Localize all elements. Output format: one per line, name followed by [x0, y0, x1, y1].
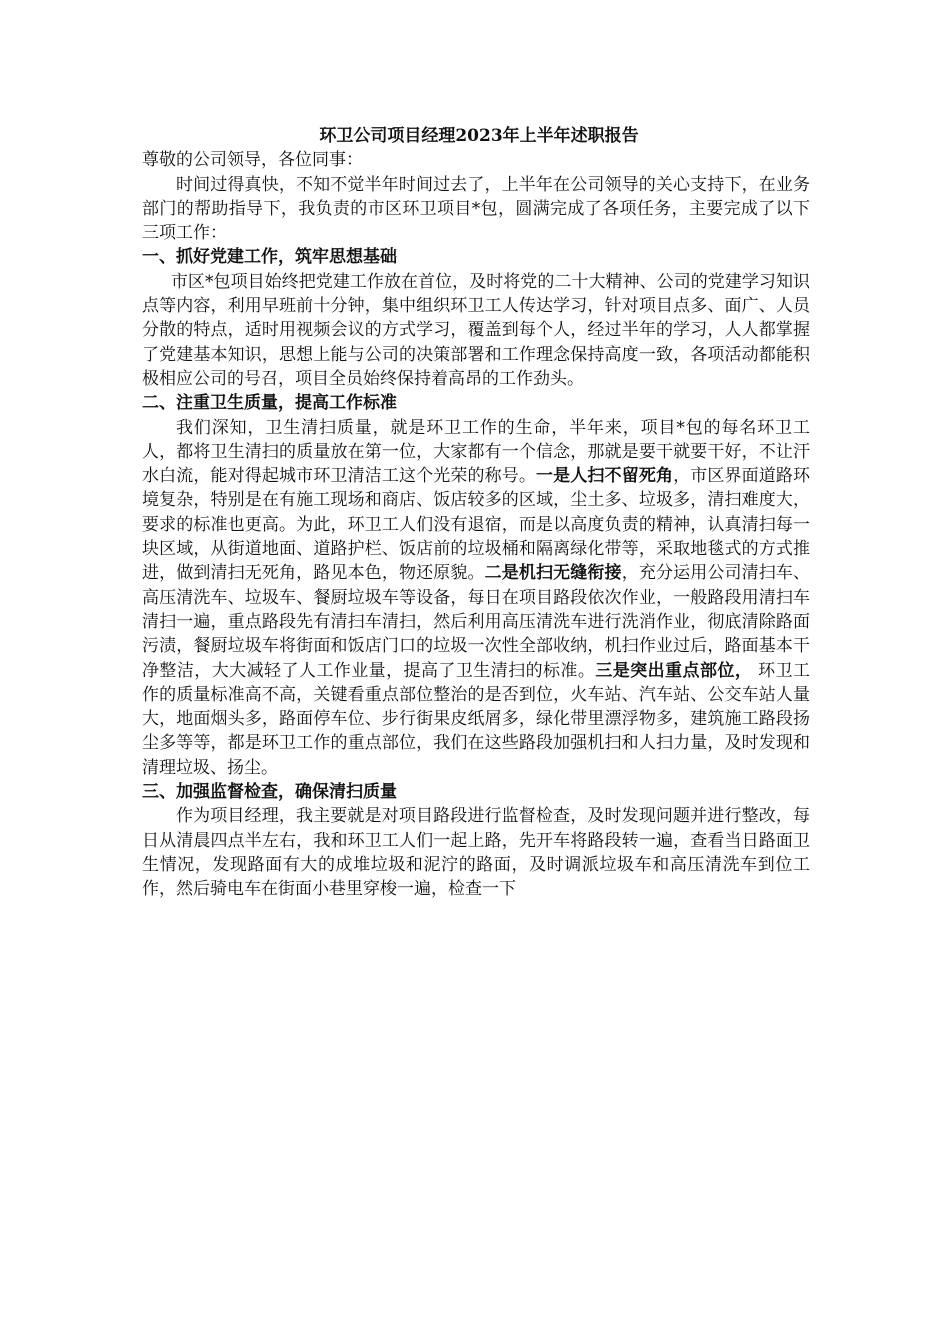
- point-1-title: 一是人扫不留死角: [536, 466, 674, 487]
- section-3-heading: 三、加强监督检查，确保清扫质量: [142, 782, 397, 803]
- document-title: 环卫公司项目经理2023年上半年述职报告: [319, 126, 639, 146]
- salutation: 尊敬的公司领导，各位同事：: [142, 150, 363, 171]
- section-1-body: 市区*包项目始终把党建工作放在首位，及时将党的二十大精神、公司的党建学习知识点等内容，利用早班前十分钟，集中组织环卫工人传达学习，针对项目点多、面广、人员分散的特点，适时用视频会议的方式学习，覆盖到每个人，经过半年的学习，人人都掌握了党建基本知识，思想上能与公司的决策部署和工作理念保持高度一致，各项活动都能积极相应公司的号召，项目全员始终保持着高昂的工作劲头。: [142, 271, 810, 389]
- point-3-title: 三是突出重点部位，: [595, 660, 753, 681]
- point-2-title: 二是机扫无缝衔接: [484, 563, 622, 584]
- section-1-heading: 一、抓好党建工作，筑牢思想基础: [142, 247, 397, 268]
- point-1-text: ，市区界面道路环境复杂，特别是在有施工现场和商店、饭店较多的区域，尘土多、垃圾多，清扫难度大，要求的标准也更高。为此，环卫工人们没有退宿，而是以高度负责的精神，认真清扫每一块区域，从街道地面、道路护栏、饭店前的垃圾桶和隔离绿化带等，采取地毯式的方式推进，做到清扫无死角，路见本色，物还原貌。: [142, 466, 811, 584]
- intro-paragraph: 时间过得真快，不知不觉半年时间过去了，上半年在公司领导的关心支持下，在业务部门的帮助指导下，我负责的市区环卫项目*包，圆满完成了各项任务，主要完成了以下三项工作：: [142, 174, 810, 244]
- point-2-text: ，充分运用公司清扫车、高压清洗车、垃圾车、餐厨垃圾车等设备，每日在项目路段依次作业，一般路段用清扫车清扫一遍，重点路段先有清扫车清扫，然后利用高压清洗车进行洗消作业，彻底清除路面污渍，餐厨垃圾车将街面和饭店门口的垃圾一次性全部收纳，机扫作业过后，路面基本干净整洁，大大减轻了人工作业量，提高了卫生清扫的标准。: [142, 563, 811, 681]
- point-3-text: 环卫工作的质量标准高不高，关键看重点部位整治的是否到位，火车站、汽车站、公交车站人量大，地面烟头多，路面停车位、步行街果皮纸屑多，绿化带里漂浮物多，建筑施工路段扬尘多等等，都是环卫工作的重点部位，我们在这些路段加强机扫和人扫力量，及时发现和清理垃圾、扬尘。: [142, 660, 811, 778]
- section-2-intro: 我们深知，卫生清扫质量，就是环卫工作的生命，半年来，项目*包的每名环卫工人，都将卫生清扫的质量放在第一位，大家都有一个信念，那就是要干就要干好，不让汗水白流，能对得起城市环卫清洁工这个光荣的称号。: [142, 417, 810, 487]
- document-page: [142, 124, 810, 902]
- section-2-body: [142, 416, 810, 780]
- section-3-body: 作为项目经理，我主要就是对项目路段进行监督检查，及时发现问题并进行整改，每日从清晨四点半左右，我和环卫工人们一起上路，先开车将路段转一遍，查看当日路面卫生情况，发现路面有大的成堆垃圾和泥泞的路面，及时调派垃圾车和高压清洗车到位工作，然后骑电车在街面小巷里穿梭一遍，检查一下: [142, 806, 810, 900]
- section-2-heading: 二、注重卫生质量，提高工作标准: [142, 393, 397, 414]
